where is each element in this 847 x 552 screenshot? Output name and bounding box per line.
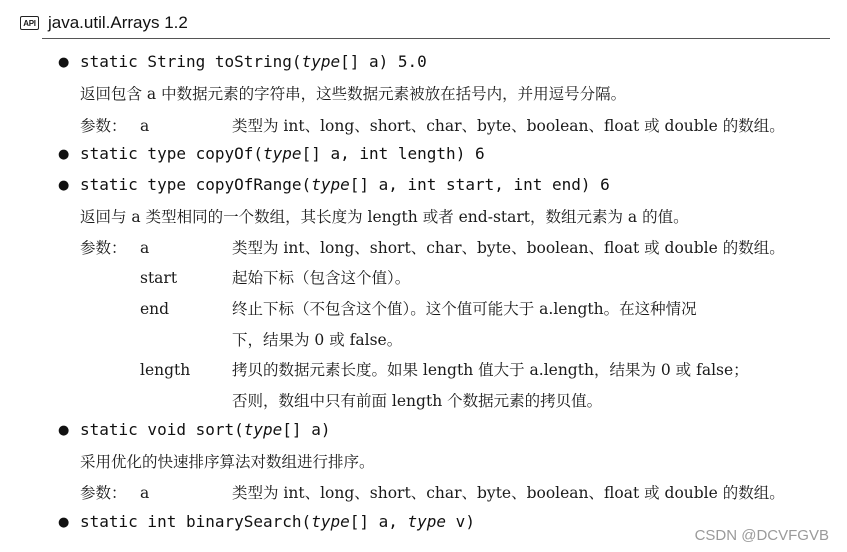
- page-title: java.util.Arrays 1.2: [48, 13, 188, 32]
- method-signature-tostring: ● static String toString(type[] a) 5.0: [58, 51, 427, 74]
- param-name: length: [140, 361, 191, 379]
- bullet-icon: ●: [58, 178, 70, 193]
- param-description: 拷贝的数据元素长度。如果 length 值大于 a.length，结果为 0 或 false；: [232, 361, 749, 379]
- watermark: CSDN @DCVFGVB: [694, 527, 829, 544]
- method-signature-copyofrange: ● static type copyOfRange(type[] a, int start, int end) 6: [58, 174, 610, 197]
- param-description-continued: 否则，数组中只有前面 length 个数据元素的拷贝值。: [232, 392, 603, 410]
- bullet-icon: ●: [58, 147, 70, 162]
- method-description: 返回与 a 类型相同的一个数组，其长度为 length 或者 end-start，数组元素为 a 的值。: [80, 208, 689, 226]
- param-description: 终止下标（不包含这个值）。这个值可能大于 a.length。在这种情况: [232, 300, 697, 318]
- param-description: 类型为 int、long、short、char、byte、boolean、float 或 double 的数组。: [232, 239, 785, 257]
- param-name: a: [140, 484, 150, 502]
- header-divider: [42, 38, 830, 39]
- params-label: 参数：: [80, 484, 127, 502]
- param-description: 起始下标（包含这个值）。: [232, 269, 411, 287]
- api-badge: API: [20, 16, 39, 30]
- method-signature-copyof: ● static type copyOf(type[] a, int length) 6: [58, 143, 485, 166]
- method-signature-binarysearch: ● static int binarySearch(type[] a, type v): [58, 511, 475, 534]
- method-description: 返回包含 a 中数据元素的字符串，这些数据元素被放在括号内，并用逗号分隔。: [80, 85, 627, 103]
- api-header: [0, 0, 847, 40]
- bullet-icon: ●: [58, 515, 70, 530]
- param-description-continued: 下，结果为 0 或 false。: [232, 331, 403, 349]
- param-description: 类型为 int、long、short、char、byte、boolean、float 或 double 的数组。: [232, 117, 785, 135]
- param-name: a: [140, 117, 150, 135]
- method-signature-sort: ● static void sort(type[] a): [58, 419, 330, 442]
- param-description: 类型为 int、long、short、char、byte、boolean、float 或 double 的数组。: [232, 484, 785, 502]
- bullet-icon: ●: [58, 55, 70, 70]
- params-label: 参数：: [80, 117, 127, 135]
- bullet-icon: ●: [58, 423, 70, 438]
- method-description: 采用优化的快速排序算法对数组进行排序。: [80, 453, 375, 471]
- param-name: end: [140, 300, 170, 318]
- param-name: a: [140, 239, 150, 257]
- params-label: 参数：: [80, 239, 127, 257]
- param-name: start: [140, 269, 178, 287]
